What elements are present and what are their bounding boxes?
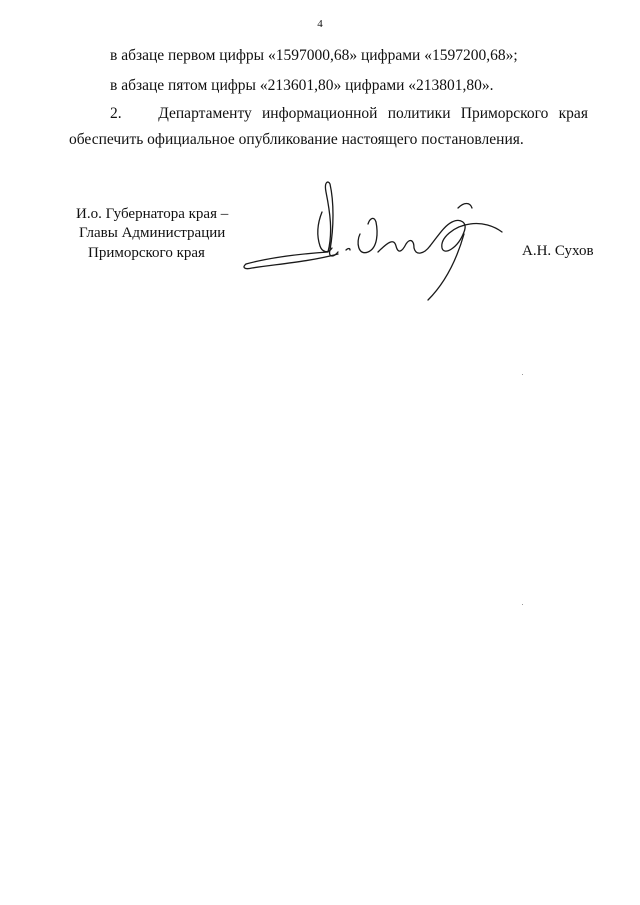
body-line-amendment-2: в абзаце пятом цифры «213601,80» цифрами «213801,80». <box>110 77 494 94</box>
paragraph-number: 2. <box>110 105 122 122</box>
page-number: 4 <box>317 18 323 30</box>
signer-name: А.Н. Сухов <box>522 243 594 259</box>
body-line-amendment-1: в абзаце первом цифры «1597000,68» цифрами «1597200,68»; <box>110 47 518 64</box>
paragraph-word: политики <box>387 105 451 122</box>
paragraph-word: края <box>558 105 588 122</box>
paragraph-word: Департаменту <box>158 105 252 122</box>
paragraph-2-first-line <box>110 104 588 124</box>
handwritten-signature <box>238 172 518 307</box>
paragraph-2-second-line: обеспечить официальное опубликование настоящего постановления. <box>69 131 524 148</box>
signatory-title-line-3: Приморского края <box>88 245 205 261</box>
signatory-title-line-1: И.о. Губернатора края – <box>76 206 229 222</box>
paragraph-word: информационной <box>262 105 378 122</box>
paragraph-word: Приморского <box>460 105 549 122</box>
scan-speck <box>522 604 523 605</box>
scan-speck <box>522 374 523 375</box>
signatory-title-line-2: Главы Администрации <box>79 225 226 241</box>
